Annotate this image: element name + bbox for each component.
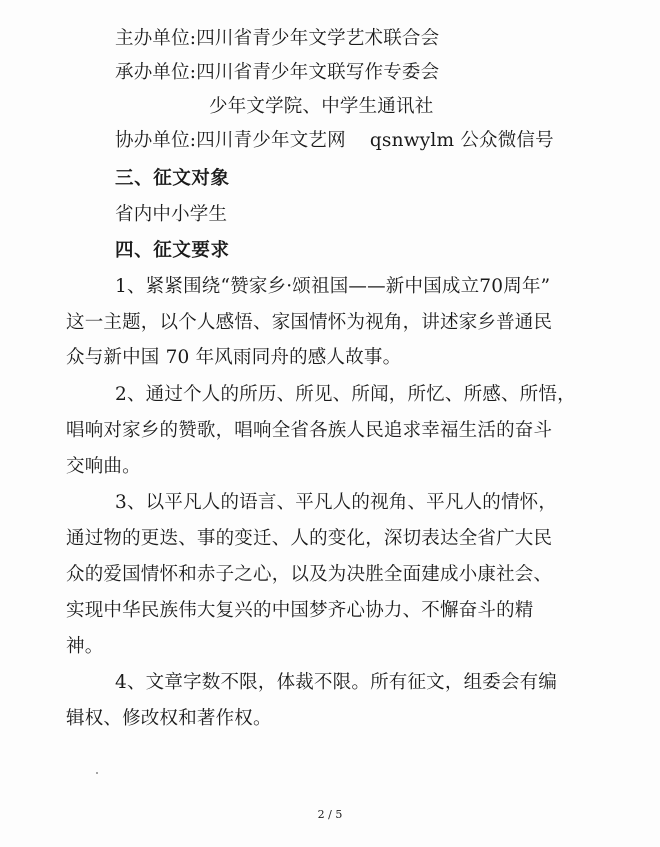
co-value: 四川青少年文艺网 (196, 130, 346, 151)
host-line (115, 26, 439, 52)
item2-line3: 交响曲。 (66, 456, 141, 477)
item1-line2: 这一主题，以个人感悟、家国情怀为视角，讲述家乡普通民 (66, 312, 553, 333)
section3-heading: 三、征文对象 (115, 168, 230, 189)
item1-line1: 1、紧紧围绕“赞家乡·颂祖国——新中国成立70周年” (115, 276, 551, 297)
co-wechat: qsnwylm 公众微信号 (369, 130, 554, 151)
scan-speck (96, 772, 98, 774)
item2-line2: 唱响对家乡的赞歌，唱响全省各族人民追求幸福生活的奋斗 (66, 420, 553, 441)
undertaker-line (115, 60, 439, 86)
item3-line4: 实现中华民族伟大复兴的中国梦齐心协力、不懈奋斗的精 (66, 600, 534, 621)
item4-line2: 辑权、修改权和著作权。 (66, 708, 272, 729)
undertaker-label: 承办单位: (115, 62, 197, 83)
item1-line3: 众与新中国 70 年风雨同舟的感人故事。 (66, 347, 402, 368)
section4-heading: 四、征文要求 (115, 240, 230, 261)
co-organizer-line (115, 128, 554, 154)
section3-text: 省内中小学生 (115, 204, 228, 225)
item3-line3: 众的爱国情怀和赤子之心，以及为决胜全面建成小康社会、 (66, 564, 553, 585)
item4-line1: 4、文章字数不限，体裁不限。所有征文，组委会有编 (115, 672, 558, 693)
undertaker-line-2: 少年文学院、中学生通讯社 (209, 96, 434, 117)
item3-line1: 3、以平凡人的语言、平凡人的视角、平凡人的情怀， (115, 492, 558, 513)
host-value: 四川省青少年文学艺术联合会 (196, 28, 440, 49)
undertaker-value: 四川省青少年文联写作专委会 (196, 62, 440, 83)
page-number: 2 / 5 (317, 808, 343, 821)
item2-line1: 2、通过个人的所历、所见、所闻，所忆、所感、所悟， (115, 384, 576, 405)
item3-line5: 神。 (66, 636, 104, 657)
host-label: 主办单位: (115, 28, 197, 49)
co-label: 协办单位: (115, 130, 197, 151)
item3-line2: 通过物的更迭、事的变迁、人的变化，深切表达全省广大民 (66, 528, 553, 549)
